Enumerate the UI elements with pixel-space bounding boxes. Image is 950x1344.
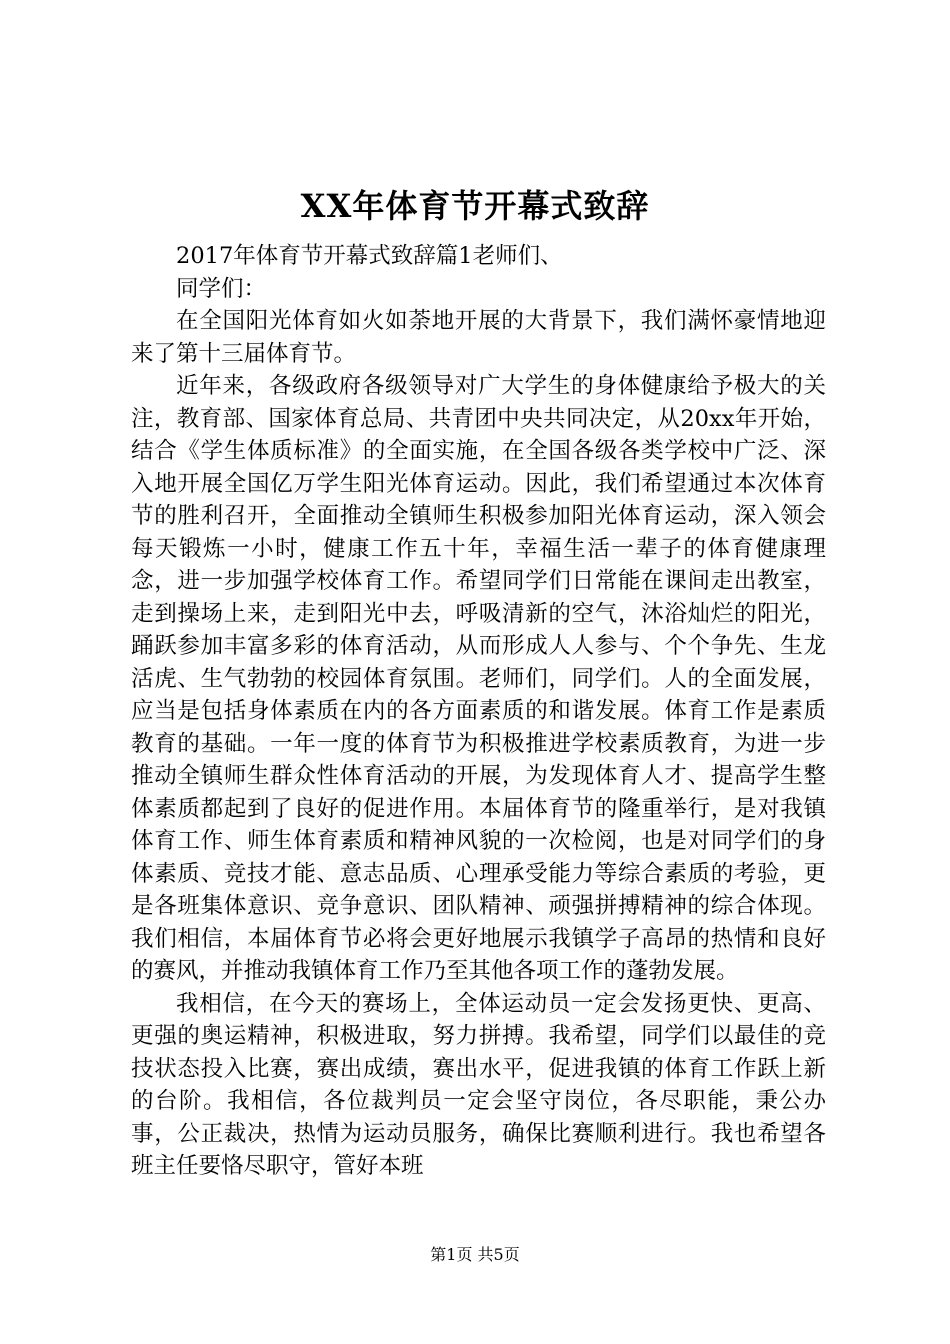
paragraph-main: 近年来，各级政府各级领导对广大学生的身体健康给予极大的关注，教育部、国家体育总局、共青团中央共同决定，从20xx年开始，结合《学生体质标准》的全面实施，在全国各级各类学校中广泛、深入地开展全国亿万学生阳光体育运动。因此，我们希望通过本次体育节的胜利召开，全面推动全镇师生积极参加阳光体育运动，深入领会每天锻炼一小时，健康工作五十年，幸福生活一辈子的体育健康理念，进一步加强学校体育工作。希望同学们日常能在课间走出教室，走到操场上来，走到阳光中去，呼吸清新的空气，沐浴灿烂的阳光，踊跃参加丰富多彩的体育活动，从而形成人人参与、个个争先、生龙活虎、生气勃勃的校园体育氛围。老师们，同学们。人的全面发展，应当是包括身体素质在内的各方面素质的和谐发展。体育工作是素质教育的基础。一年一度的体育节为积极推进学校素质教育，为进一步推动全镇师生群众性体育活动的开展，为发现体育人才、提高学生整体素质都起到了良好的促进作用。本届体育节的隆重举行，是对我镇体育工作、师生体育素质和精神风貌的一次检阅，也是对同学们的身体素质、竞技才能、意志品质、心理承受能力等综合素质的考验，更是各班集体意识、竞争意识、团队精神、顽强拼搏精神的综合体现。我们相信，本届体育节必将会更好地展示我镇学子高昂的热情和良好的赛风，并推动我镇体育工作乃至其他各项工作的蓬勃发展。	[131, 373, 826, 984]
page-footer: 第1页 共5页	[430, 1245, 520, 1264]
paragraph-intro: 在全国阳光体育如火如荼地开展的大背景下，我们满怀豪情地迎来了第十三届体育节。	[131, 308, 826, 367]
document-body	[131, 240, 826, 1183]
paragraph-closing: 我相信，在今天的赛场上，全体运动员一定会发扬更快、更高、更强的奥运精神，积极进取，努力拼搏。我希望，同学们以最佳的竞技状态投入比赛，赛出成绩，赛出水平，促进我镇的体育工作跃上新的台阶。我相信，各位裁判员一定会坚守岗位，各尽职能，秉公办事，公正裁决，热情为运动员服务，确保比赛顺利进行。我也希望各班主任要恪尽职守，管好本班	[131, 990, 826, 1179]
salutation-line-2: 同学们：	[176, 275, 267, 302]
document-title: XX年体育节开幕式致辞	[300, 187, 650, 225]
salutation-line-1: 2017年体育节开幕式致辞篇1老师们、	[176, 243, 563, 269]
